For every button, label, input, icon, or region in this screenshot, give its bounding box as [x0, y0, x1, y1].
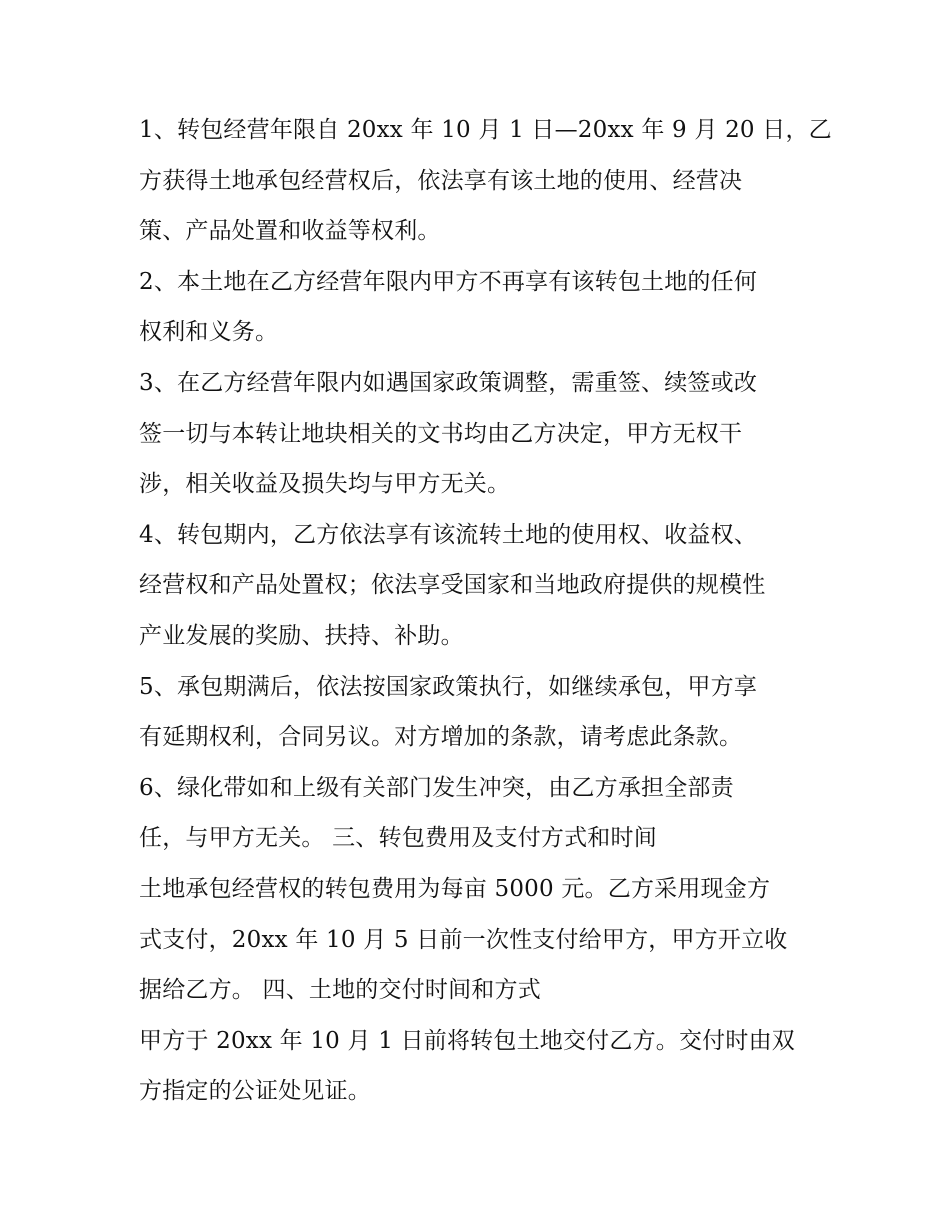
text-line-2: 方获得土地承包经营权后，依法享有该土地的使用、经营决: [139, 167, 743, 194]
text-line-17: 式支付，20xx 年 10 月 5 日前一次性支付给甲方，甲方开立收: [139, 926, 788, 953]
text-line-1: 1、转包经营年限自 20xx 年 10 月 1 日—20xx 年 9 月 20 日，乙: [139, 117, 832, 143]
text-line-5: 权利和义务。: [139, 319, 279, 346]
text-line-11: 产业发展的奖励、扶持、补助。: [139, 622, 464, 649]
document-body: [139, 105, 832, 1117]
text-line-15: 任，与甲方无关。 三、转包费用及支付方式和时间: [139, 825, 657, 852]
text-line-13: 有延期权利，合同另议。对方增加的条款，请考虑此条款。: [139, 724, 743, 751]
text-line-8: 涉，相关收益及损失均与甲方无关。: [139, 471, 511, 498]
text-line-10: 经营权和产品处置权；依法享受国家和当地政府提供的规模性: [139, 572, 766, 599]
text-line-16: 土地承包经营权的转包费用为每亩 5000 元。乙方采用现金方: [139, 875, 771, 902]
text-line-14: 6、绿化带如和上级有关部门发生冲突，由乙方承担全部责: [139, 774, 734, 801]
text-line-4: 2、本土地在乙方经营年限内甲方不再享有该转包土地的任何: [139, 268, 758, 295]
text-line-12: 5、承包期满后，依法按国家政策执行，如继续承包，甲方享: [139, 673, 758, 700]
text-line-20: 方指定的公证处见证。: [139, 1078, 371, 1105]
text-line-3: 策、产品处置和收益等权利。: [139, 218, 441, 245]
text-line-19: 甲方于 20xx 年 10 月 1 日前将转包土地交付乙方。交付时由双: [139, 1027, 795, 1054]
text-line-7: 签一切与本转让地块相关的文书均由乙方决定，甲方无权干: [139, 420, 743, 447]
text-line-9: 4、转包期内，乙方依法享有该流转土地的使用权、收益权、: [139, 521, 758, 548]
text-line-6: 3、在乙方经营年限内如遇国家政策调整，需重签、续签或改: [139, 369, 758, 396]
text-line-18: 据给乙方。 四、土地的交付时间和方式: [139, 977, 541, 1004]
